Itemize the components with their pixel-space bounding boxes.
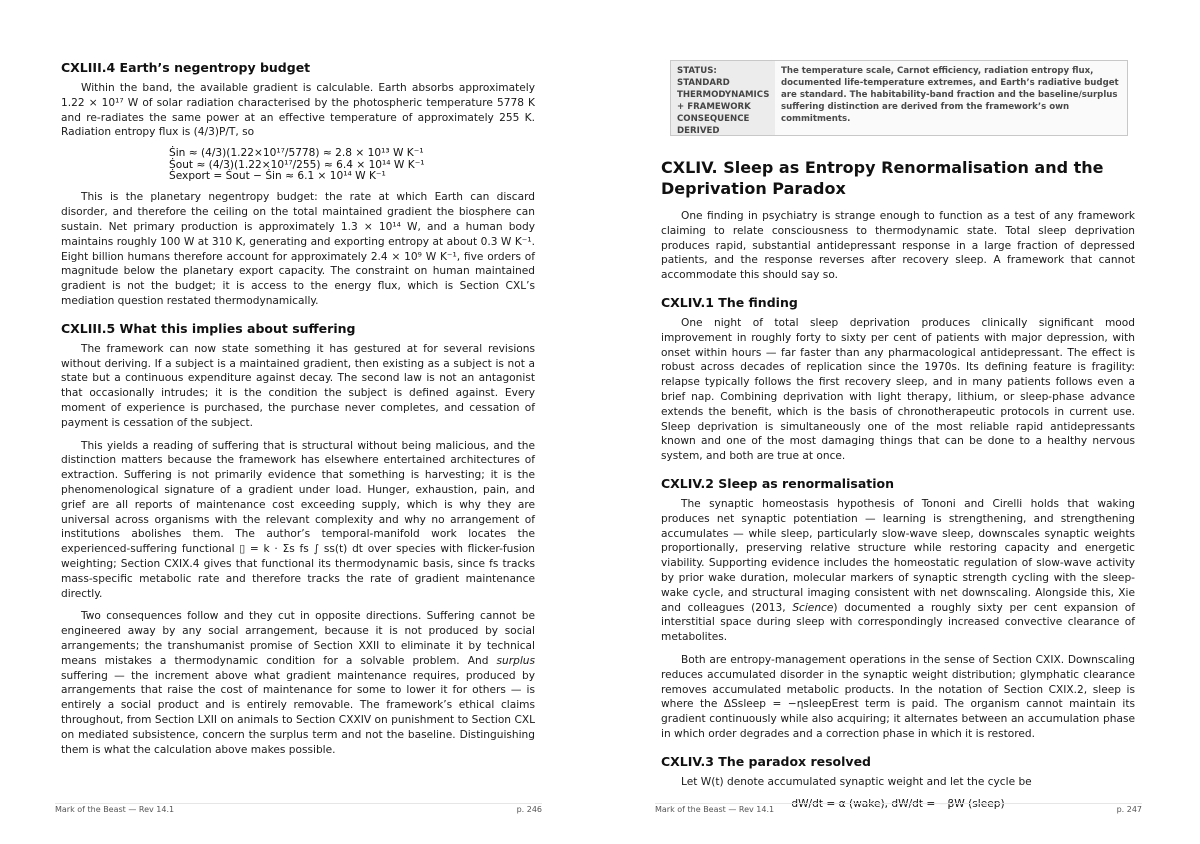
paragraph: [661, 497, 1135, 645]
chapter-title: CXLIV. Sleep as Entropy Renormalisation and the Deprivation Paradox: [661, 158, 1104, 198]
paragraph: One night of total sleep deprivation produces clinically significant mood improvement in roughly forty to sixty per cent of patients with major depression, with onset within hours — far faster than any pharmacological antidepressant. The effect is robust across decades of replication since the 1970s. Its defining feature is fragility: relapse typically follows the first recovery sleep, and in many patients follows even a brief nap. Combining deprivation with light therapy, lithium, or sleep-phase advance extends the benefit, which is the basis of chronotherapeutic protocols in current use. Sleep deprivation is simultaneously one of the most reliable rapid antidepressants known and one of the most damaging things that can be done to a healthy nervous system, and both are true at once.: [661, 316, 1135, 463]
section-heading-cxliv-1: CXLIV.1 The finding: [661, 294, 798, 310]
status-text: The temperature scale, Carnot efficiency, radiation entropy flux, documented life-temperature extremes, and Earth’s radiative budget are standard. The habitability-band fraction and the baseline/surplus suffering distinction are derived from the framework’s own commitments.: [775, 61, 1127, 135]
footer-title: Mark of the Beast — Rev 14.1: [55, 805, 175, 814]
section-heading-cxliv-2: CXLIV.2 Sleep as renormalisation: [661, 475, 895, 491]
page-number: p. 246: [516, 805, 542, 814]
section-heading-cxliii-4: CXLIII.4 Earth’s negentropy budget: [61, 60, 311, 75]
paragraph: Within the band, the available gradient is calculable. Earth absorbs approximately 1.22 × 10¹⁷ W of solar radiation characterised by the photospheric temperature 5778 K and re-radiates the same power at an effective temperature of approximately 255 K. Radiation entropy flux is (4/3)P/T, so: [61, 82, 535, 139]
text-run: The synaptic homeostasis hypothesis of Tononi and Cirelli holds that waking produces net synaptic potentiation — learning is strengthening, and strengthening accumulates — while sleep, particularly slow-wave sleep, downscales synaptic weights proportionally, preserving relative structure while restoring capacity and energetic viability. Supporting evidence includes the homeostatic regulation of slow-wave activity by prior wake duration, molecular markers of synaptic strength cycling with the sleep-wake cycle, and structural imaging consistent with net downscaling. Alongside this, Xie and colleagues (2013,: [661, 497, 1135, 614]
emphasis: Science: [792, 601, 834, 614]
equation-s-in: Ṡin ≈ (4/3)(1.22×10¹⁷/5778) ≈ 2.8 × 10¹³ W K⁻¹: [169, 147, 424, 160]
left-column: [61, 60, 535, 765]
footer-title: Mark of the Beast — Rev 14.1: [655, 805, 775, 814]
page-footer: [655, 803, 1142, 814]
emphasis: surplus: [496, 654, 535, 667]
status-label: STATUS: STANDARD THERMODYNAMICS + FRAMEWORK CONSEQUENCE DERIVED: [671, 61, 775, 135]
equation-s-out: Ṡout ≈ (4/3)(1.22×10¹⁷/255) ≈ 6.4 × 10¹⁴ W K⁻¹: [169, 158, 425, 171]
status-box: [670, 60, 1128, 136]
paragraph: Let W(t) denote accumulated synaptic weight and let the cycle be: [681, 775, 1032, 788]
page-number: p. 247: [1116, 805, 1142, 814]
right-column: [661, 157, 1135, 818]
section-heading-cxliv-3: CXLIV.3 The paradox resolved: [661, 753, 872, 769]
right-page: [600, 0, 1200, 844]
paragraph: This is the planetary negentropy budget: the rate at which Earth can discard disorder, and therefore the ceiling on the total maintained gradient the biosphere can sustain. Net primary production is approximately 1.3 × 10¹⁴ W, and a human body maintains roughly 100 W at 310 K, generating and exporting entropy at about 0.3 W K⁻¹. Eight billion humans therefore account for approximately 2.4 × 10⁹ W K⁻¹, five orders of magnitude below the planetary export capacity. The constraint on human maintained gradient is not the budget; it is access to the energy flux, which is Section CXL’s mediation question restated thermodynamically.: [61, 191, 535, 307]
paragraph: [61, 609, 535, 757]
paragraph: This yields a reading of suffering that is structural without being malicious, and the distinction matters because the framework has elsewhere entertained architectures of extraction. Suffering is not primarily evidence that something is harvesting; it is the phenomenological signature of a gradient under load. Hunger, exhaustion, pain, and grief are all reports of maintenance cost exceeding supply, which is why they are universal across organisms with the relevant complexity and why no arrangement of institutions abolishes them. The author’s temporal-manifold work locates the experienced-suffering functional ▯ = k · Σs fs ∫ ss(t) dt over species with flicker-fusion weighting; Section CXIX.4 gives that functional its thermodynamic basis, since fs tracks mass-specific metabolic rate and therefore tracks the rate of gradient maintenance directly.: [61, 439, 535, 600]
section-heading-cxliii-5: CXLIII.5 What this implies about suffering: [61, 320, 356, 336]
paragraph: The framework can now state something it has gestured at for several revisions without deriving. If a subject is a maintained gradient, then existing as a subject is not a state but a continuous expenditure against decay. The second law is not an antagonist that occasionally intrudes; it is the condition the subject is defined against. Every moment of experience is purchased, the purchase never completes, and cessation of payment is cessation of the subject.: [61, 342, 535, 429]
text-run: suffering — the increment above what gradient maintenance requires, produced by arrangements that raise the cost of maintenance for some to lower it for others — is entirely a social product and is entirely removable. The framework’s ethical claims throughout, from Section LXII on animals to Section CXXIV on punishment to Section CXL on mediated subsistence, concern the surplus term and not the baseline. Distinguishing them is what the calculation above makes possible.: [61, 669, 535, 756]
entropy-equations: [169, 148, 535, 182]
page-footer: [55, 803, 542, 814]
paragraph: Both are entropy-management operations in the sense of Section CXIX. Downscaling reduces accumulated disorder in the synaptic weight distribution; glymphatic clearance removes accumulated metabolic products. In the notation of Section CXIX.2, sleep is where the ΔSsleep = −ηsleepErest term is paid. The organism cannot maintain its gradient continuously while also acquiring; it alternates between an accumulation phase in which order degrades and a correction phase in which it is restored.: [661, 653, 1135, 740]
equation-weight-cycle: dW/dt = α (wake), dW/dt = −βW (sleep): [791, 797, 1005, 810]
text-run: Two consequences follow and they cut in opposite directions. Suffering cannot be engineered away by any social arrangement, because it is not produced by social arrangements; the transhumanist promise of Section XXII to eliminate it by technical means mistakes a thermodynamic condition for a solvable problem. And: [61, 610, 535, 667]
equation-s-export: Ṡexport = Ṡout − Ṡin ≈ 6.1 × 10¹⁴ W K⁻¹: [169, 170, 386, 182]
text-run: ) documented a roughly sixty per cent expansion of interstitial space during sleep with correspondingly increased convective clearance of metabolites.: [661, 601, 1136, 644]
paragraph: One finding in psychiatry is strange enough to function as a test of any framework claiming to relate consciousness to thermodynamic state. Total sleep deprivation produces rapid, substantial antidepressant response in a large fraction of depressed patients, and the response reverses after recovery sleep. A framework that cannot accommodate this should say so.: [661, 210, 1135, 282]
